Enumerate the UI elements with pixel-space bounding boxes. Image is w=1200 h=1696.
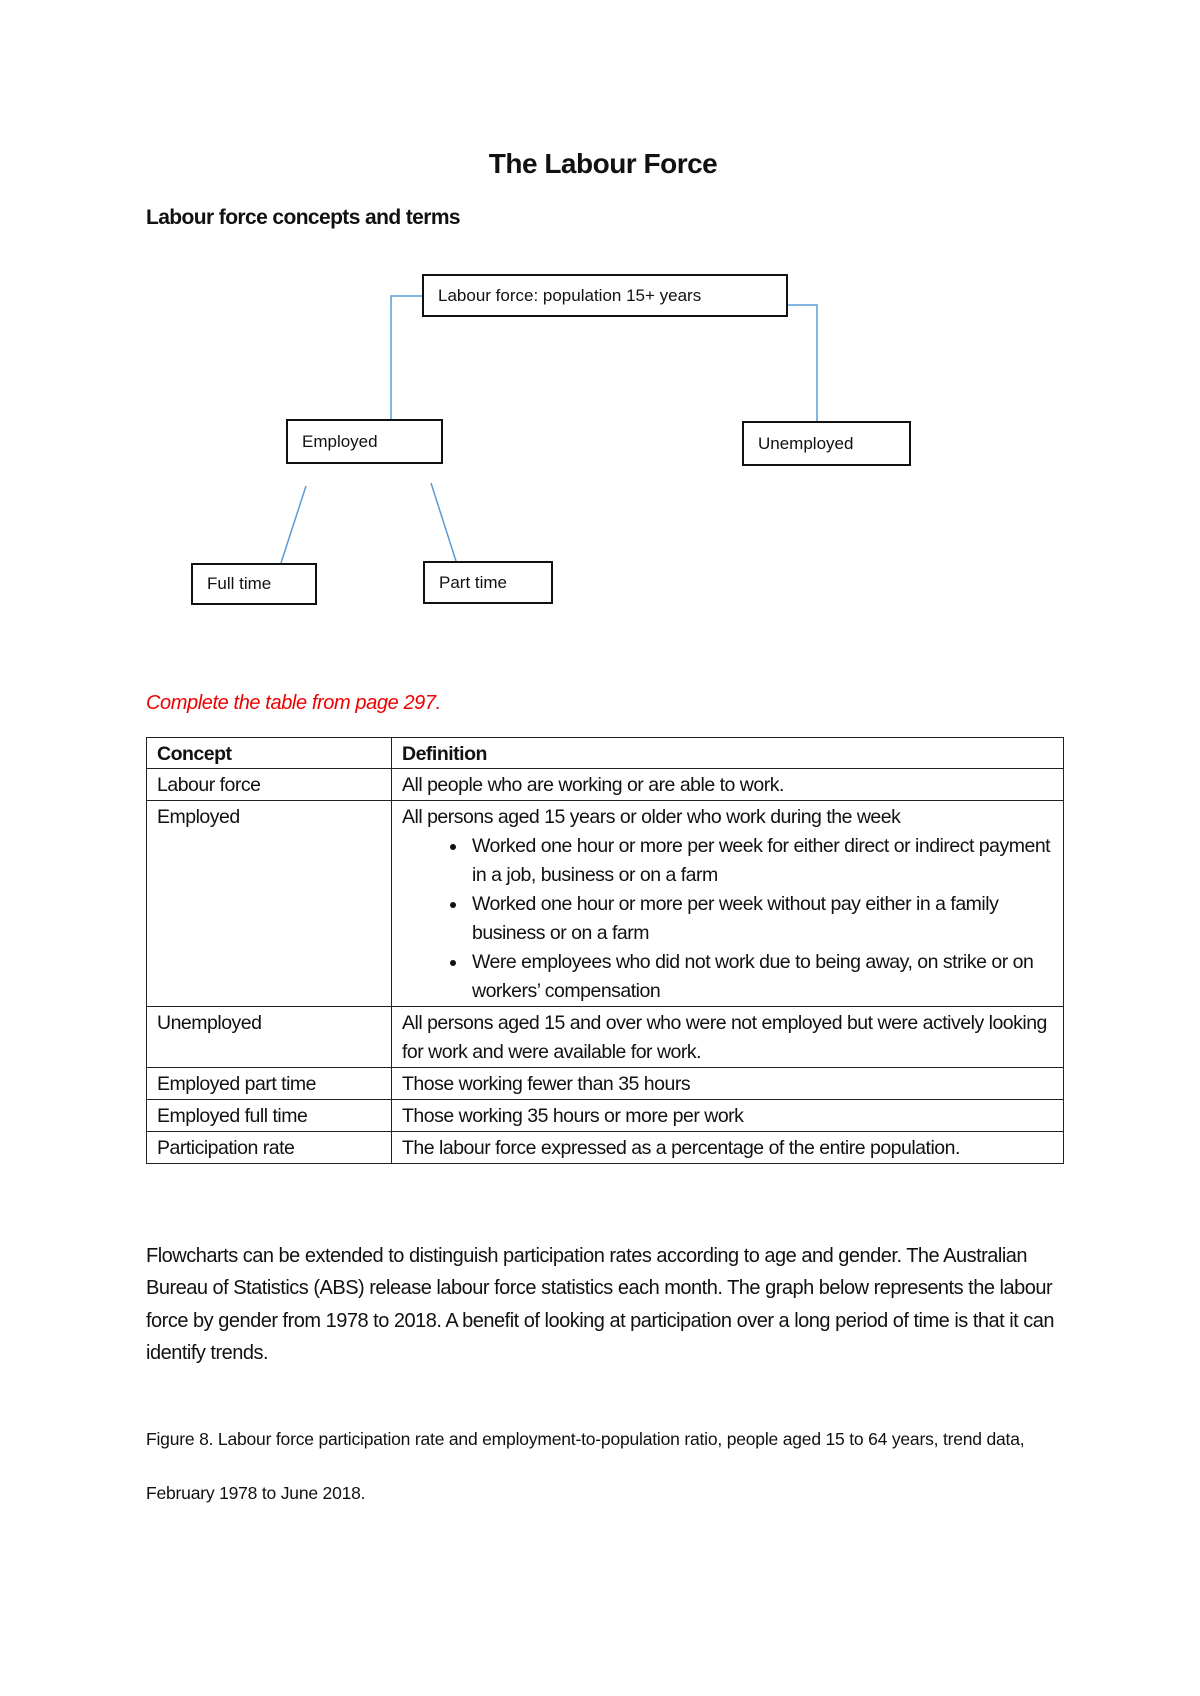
concept-cell: Employed part time bbox=[147, 1068, 392, 1100]
connector-root-employed bbox=[375, 296, 422, 420]
bullet-item: • Were employees who did not work due to being away, on strike or on workers’ compensation bbox=[468, 948, 1053, 1006]
header-definition: Definition bbox=[392, 738, 1064, 769]
instruction-text: Complete the table from page 297. bbox=[146, 692, 441, 714]
table-row bbox=[147, 1007, 1064, 1068]
bullet-item: • Worked one hour or more per week without pay either in a family business or on a farm bbox=[468, 890, 1053, 948]
diagram-node-part-time bbox=[423, 561, 553, 604]
section-heading: Labour force concepts and terms bbox=[146, 206, 460, 229]
diagram-node-employed bbox=[286, 419, 443, 464]
node-label: Full time bbox=[207, 574, 272, 593]
diagram-node-unemployed bbox=[742, 421, 911, 466]
definition-cell: All persons aged 15 and over who were not employed but were actively looking for work and were available for work. bbox=[392, 1007, 1064, 1068]
diagram-node-full-time bbox=[191, 563, 317, 605]
table-row bbox=[147, 1068, 1064, 1100]
concept-cell: Labour force bbox=[147, 769, 392, 801]
node-label: Unemployed bbox=[758, 433, 854, 453]
table-row bbox=[147, 801, 1064, 1007]
table-row bbox=[147, 1100, 1064, 1132]
node-label: Employed bbox=[302, 431, 378, 451]
figure-caption: Figure 8. Labour force participation rate and employment-to-population ratio, people aged 15 to 64 years, trend data, February 1978 to June 2018. bbox=[146, 1429, 1025, 1503]
table-row bbox=[147, 1132, 1064, 1164]
concept-cell: Participation rate bbox=[147, 1132, 392, 1164]
connector-employed-parttime bbox=[431, 483, 456, 561]
page-title: The Labour Force bbox=[488, 148, 718, 179]
definition-cell bbox=[392, 801, 1064, 1007]
bullet-item: • Worked one hour or more per week for either direct or indirect payment in a job, business or on a farm bbox=[468, 832, 1053, 890]
concept-cell: Employed bbox=[147, 801, 392, 1007]
definition-cell: All people who are working or are able to work. bbox=[392, 769, 1064, 801]
definition-cell: Those working 35 hours or more per work bbox=[392, 1100, 1064, 1132]
definition-cell: The labour force expressed as a percentage of the entire population. bbox=[392, 1132, 1064, 1164]
definition-cell: Those working fewer than 35 hours bbox=[392, 1068, 1064, 1100]
diagram-node-labour-force bbox=[422, 274, 788, 317]
header-concept: Concept bbox=[147, 738, 392, 769]
definition-bullets bbox=[402, 832, 1053, 1006]
concept-cell: Unemployed bbox=[147, 1007, 392, 1068]
connector-root-unemployed bbox=[787, 305, 817, 422]
node-label: Labour force: population 15+ years bbox=[438, 285, 702, 305]
node-label: Part time bbox=[439, 572, 508, 592]
diagram-connectors bbox=[0, 0, 1200, 700]
definition-text: All persons aged 15 years or older who work during the week bbox=[402, 806, 901, 828]
concept-cell: Employed full time bbox=[147, 1100, 392, 1132]
connector-employed-fulltime bbox=[281, 486, 306, 563]
table-row bbox=[147, 769, 1064, 801]
table-header-row bbox=[147, 738, 1064, 769]
concepts-table bbox=[146, 737, 1064, 1164]
body-paragraph: Flowcharts can be extended to distinguish participation rates according to age and gender. The Australian Bureau of Statistics (ABS) release labour force statistics each month. The graph below represents the labour force by gender from 1978 to 2018. A benefit of looking at participation over a long period of time is that it can identify trends. bbox=[146, 1245, 1055, 1364]
